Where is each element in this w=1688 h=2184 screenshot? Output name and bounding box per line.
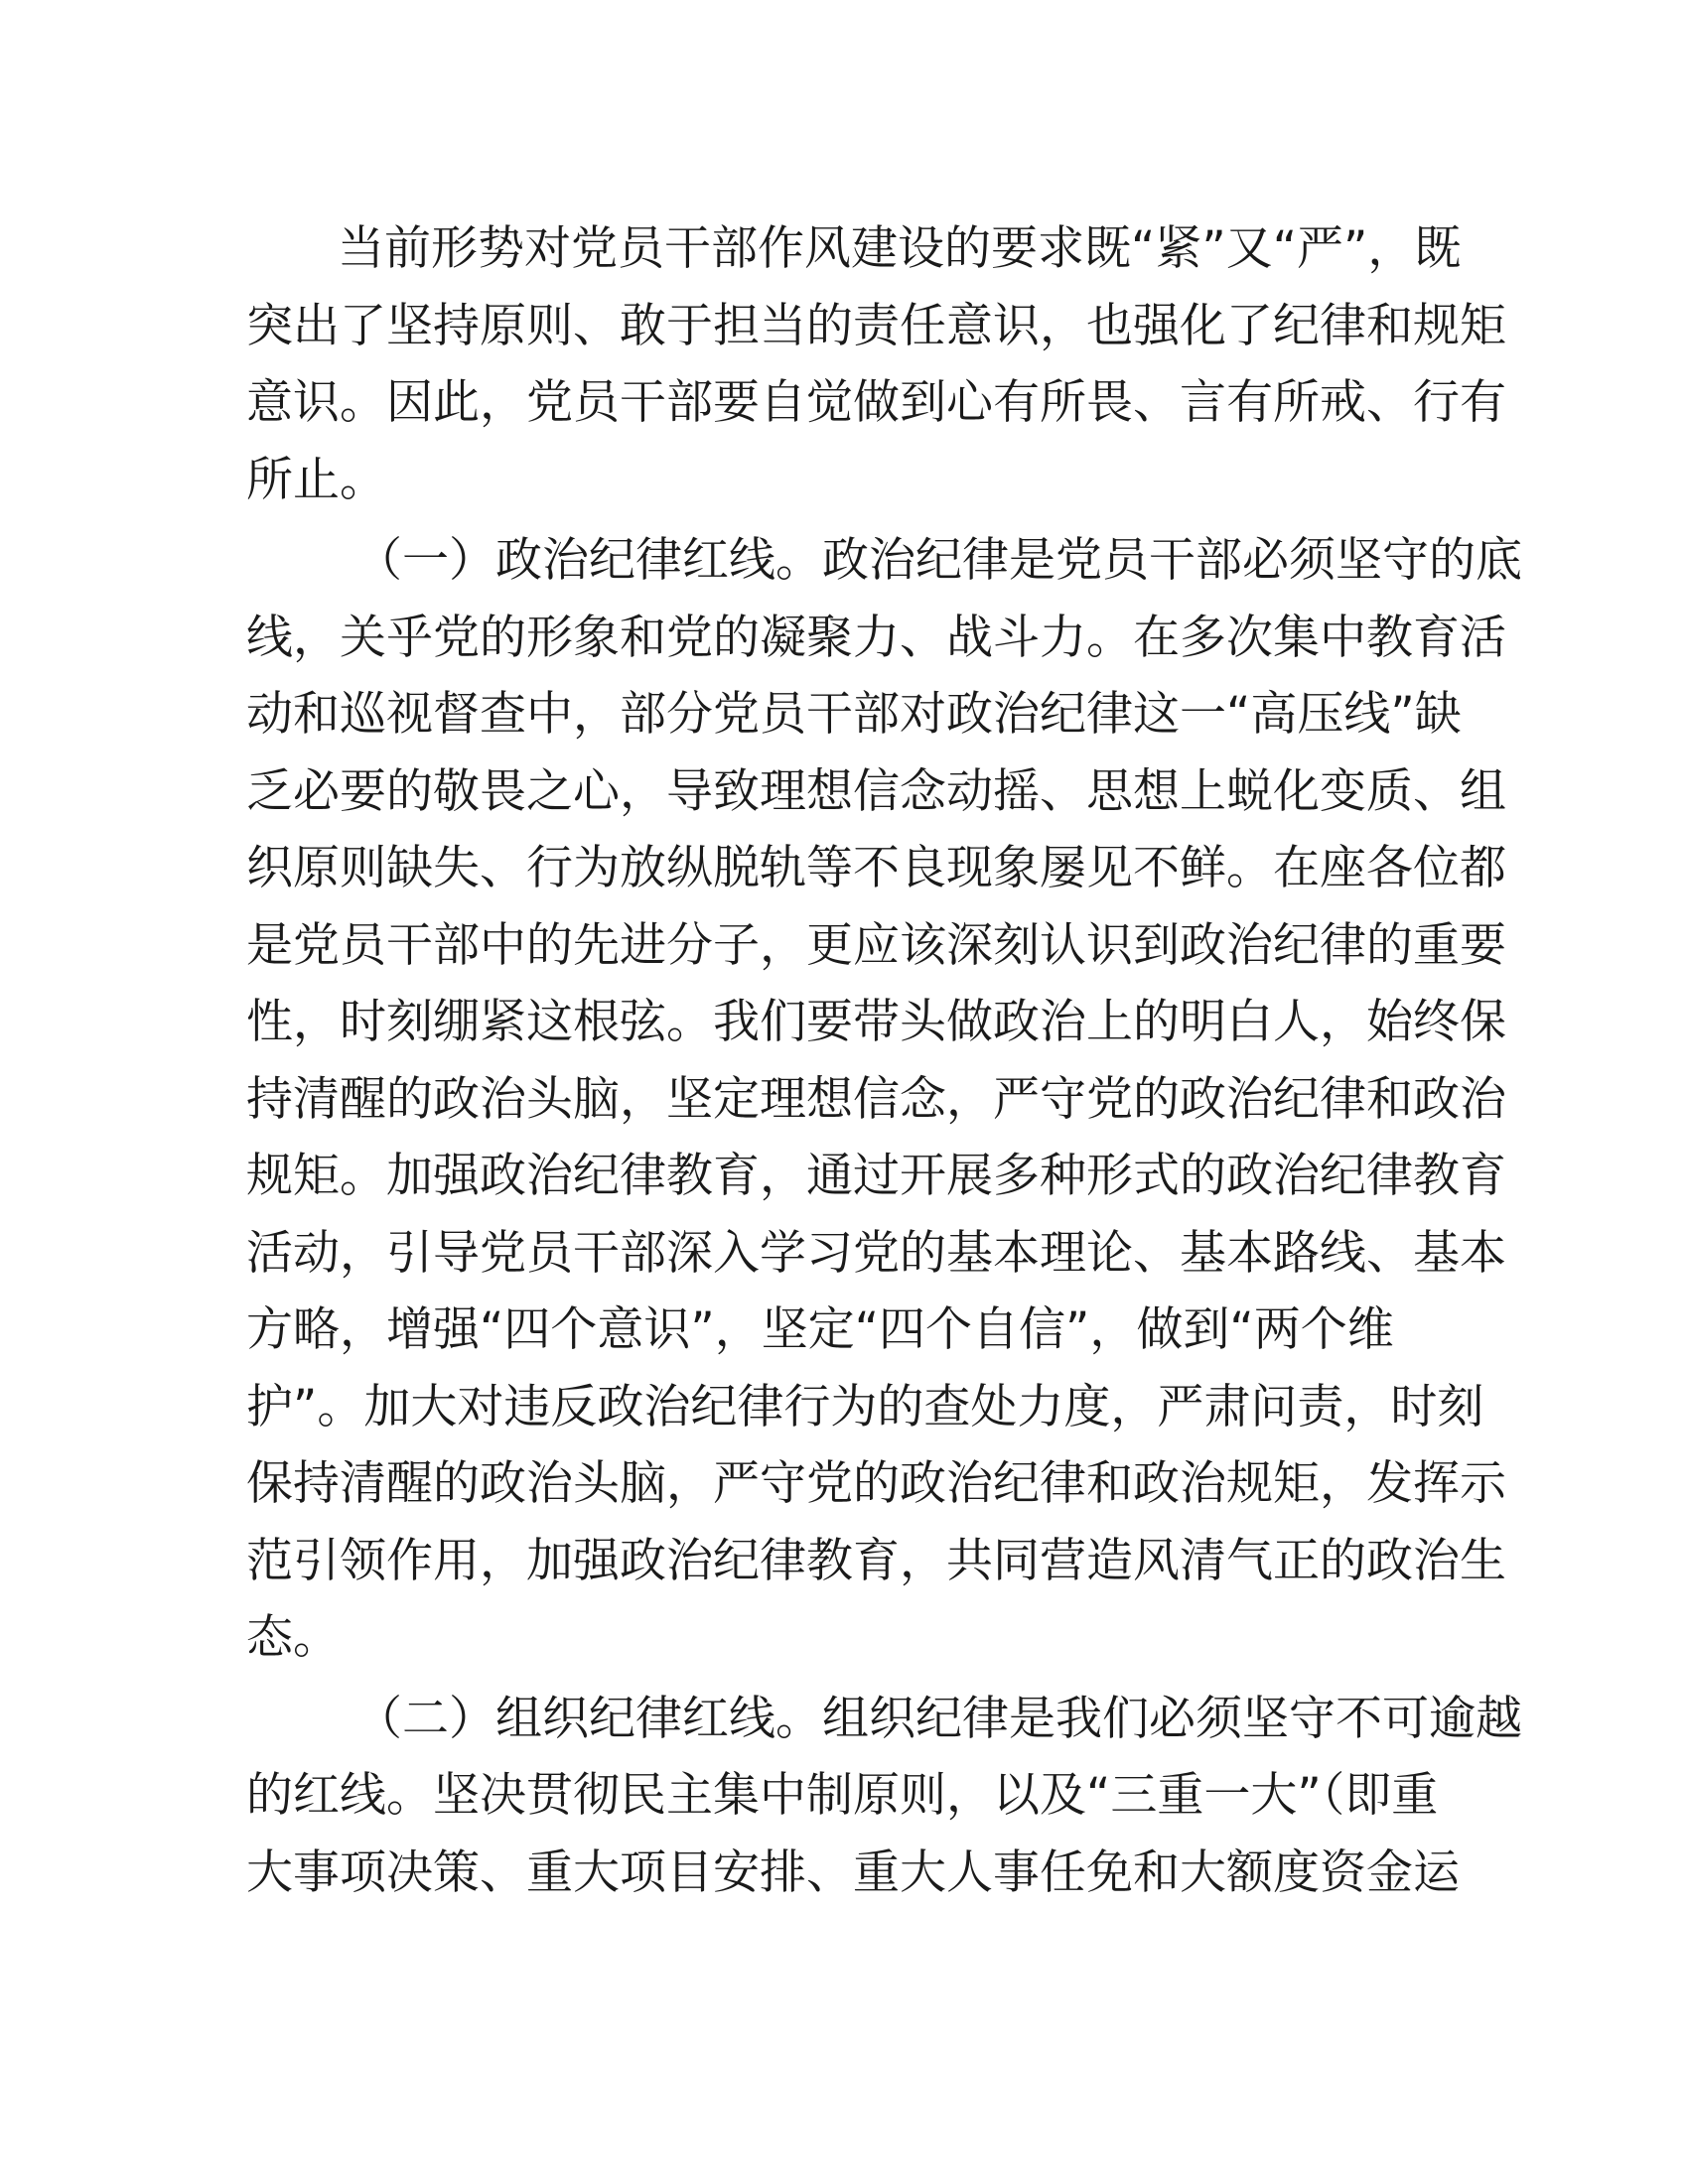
text-line: （二）组织纪律红线。组织纪律是我们必须坚守不可逾越: [355, 1691, 1522, 1746]
text-line: 规矩。加强政治纪律教育，通过开展多种形式的政治纪律教育: [246, 1149, 1506, 1203]
text-line: 意识。因此，党员干部要自觉做到心有所畏、言有所戒、行有: [246, 375, 1506, 430]
text-line: 乏必要的敬畏之心，导致理想信念动摇、思想上蜕化变质、组: [246, 763, 1506, 819]
text-line: 活动，引导党员干部深入学习党的基本理论、基本路线、基本: [246, 1225, 1506, 1281]
text-line: 持清醒的政治头脑，坚定理想信念，严守党的政治纪律和政治: [246, 1071, 1506, 1127]
text-line: 织原则缺失、行为放纵脱轨等不良现象屡见不鲜。在座各位都: [246, 841, 1506, 895]
text-line: 性，时刻绷紧这根弦。我们要带头做政治上的明白人，始终保: [246, 995, 1506, 1049]
text-line: 当前形势对党员干部作风建设的要求既“紧”又“严”，既: [338, 221, 1462, 276]
text-line: 护”。加大对违反政治纪律行为的查处力度，严肃问责，时刻: [246, 1379, 1484, 1434]
text-line: 所止。: [246, 452, 386, 507]
text-line: 动和巡视督查中，部分党员干部对政治纪律这一“高压线”缺: [246, 687, 1462, 742]
text-line: 线，关乎党的形象和党的凝聚力、战斗力。在多次集中教育活: [246, 610, 1506, 665]
document-body: [246, 210, 1522, 1911]
text-line: 大事项决策、重大项目安排、重大人事任免和大额度资金运: [246, 1844, 1460, 1900]
text-line: 突出了坚持原则、敢于担当的责任意识，也强化了纪律和规矩: [246, 298, 1506, 353]
paragraph-political-discipline: [246, 522, 1522, 1677]
text-line: 态。: [246, 1610, 340, 1665]
paragraph-organizational-discipline: [246, 1681, 1522, 1912]
text-line: （一）政治纪律红线。政治纪律是党员干部必须坚守的底: [355, 533, 1522, 588]
text-line: 范引领作用，加强政治纪律教育，共同营造风清气正的政治生: [246, 1533, 1506, 1588]
text-line: 保持清醒的政治头脑，严守党的政治纪律和政治规矩，发挥示: [246, 1456, 1506, 1511]
text-line: 的红线。坚决贯彻民主集中制原则，以及“三重一大”（即重: [246, 1768, 1439, 1823]
text-line: 是党员干部中的先进分子，更应该深刻认识到政治纪律的重要: [246, 917, 1506, 973]
text-line: 方略，增强“四个意识”，坚定“四个自信”，做到“两个维: [246, 1302, 1394, 1357]
paragraph-intro: [246, 210, 1506, 518]
